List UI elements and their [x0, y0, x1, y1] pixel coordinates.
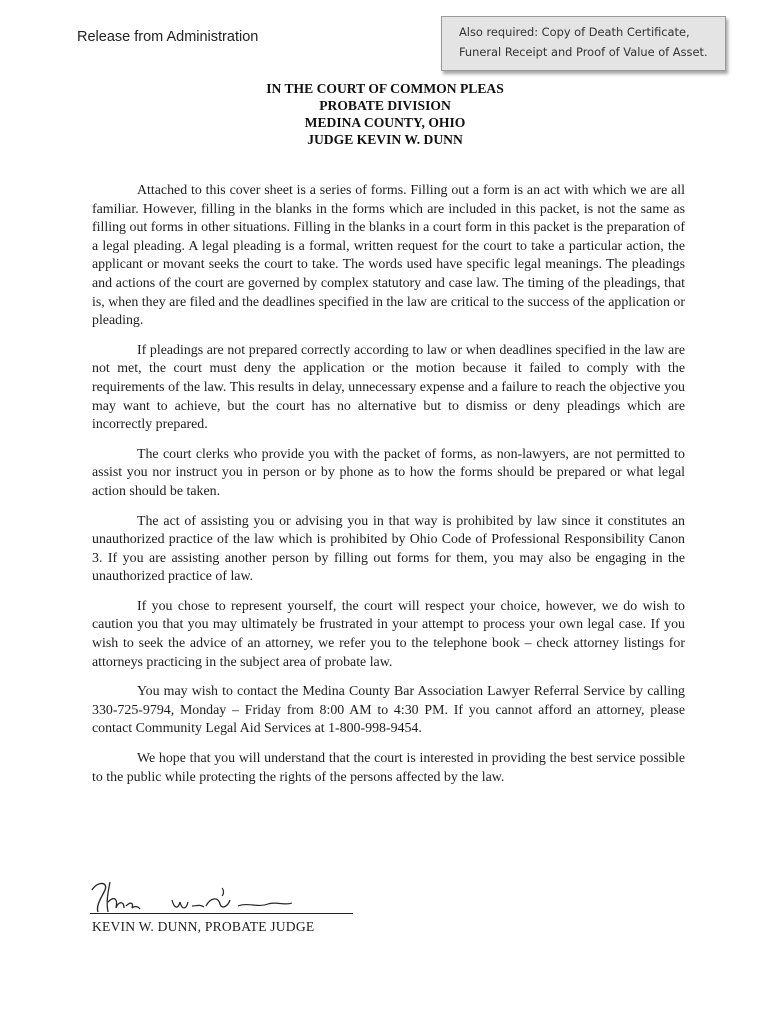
paragraph-unauthorized-practice: The act of assisting you or advising you in that way is prohibited by law since it constitutes an unauthorized practice of the law which is prohibited by Ohio Code of Professional Responsibility Canon 3. If you are assisting another person by filling out forms for them, you may also be engaging in the unauthorized practice of law. [92, 513, 685, 585]
document-label: Release from Administration [77, 29, 259, 45]
notice-box [441, 16, 726, 71]
court-heading [0, 80, 770, 148]
paragraph-court-clerks: The court clerks who provide you with the packet of forms, as non-lawyers, are not permitted to assist you nor instruct you in person or by phone as to how the forms should be prepared or what legal action should be taken. [92, 446, 685, 499]
paragraph-self-representation: If you chose to represent yourself, the court will respect your choice, however, we do wish to caution you that you may ultimately be frustrated in your attempt to process your own legal case. If you wish to seek the advice of an attorney, we refer you to the telephone book – check attorney listings for attorneys practicing in the subject area of probate law. [92, 598, 685, 670]
judge-name: KEVIN W. DUNN, PROBATE JUDGE [92, 919, 315, 934]
handwritten-signature [88, 876, 298, 916]
court-heading-line-4: JUDGE KEVIN W. DUNN [307, 132, 463, 147]
paragraph-closing: We hope that you will understand that the court is interested in providing the best service possible to the public while protecting the rights of the persons affected by the law. [92, 751, 685, 785]
paragraph-deadlines: If pleadings are not prepared correctly according to law or when deadlines specified in the law are not met, the court must deny the application or the motion because it failed to comply with the requirements of the law. This results in delay, unnecessary expense and a failure to reach the objective you may want to achieve, but the court has no alternative but to dismiss or deny pleadings which are incorrectly prepared. [92, 342, 685, 433]
paragraph-forms-intro: Attached to this cover sheet is a series of forms. Filling out a form is an act with which we are all familiar. However, filling in the blanks in the forms which are included in this packet, is not the same as filling out forms in other situations. Filling in the blanks in a court form in this packet is the preparation of a legal pleading. A legal pleading is a formal, written request for the court to take a particular action, the applicant or movant seeks the court to take. The words used have specific legal meanings. The pleadings and actions of the court are governed by complex statutory and case law. The timing of the pleadings, that is, when they are filed and the deadlines specified in the law are critical to the success of the application or pleading. [92, 183, 685, 329]
court-heading-line-1: IN THE COURT OF COMMON PLEAS [266, 81, 504, 96]
body-text [92, 182, 685, 798]
signature-line [90, 913, 353, 914]
notice-line-2: Funeral Receipt and Proof of Value of Asset. [459, 45, 708, 59]
signature-block [88, 876, 358, 936]
court-heading-line-2: PROBATE DIVISION [319, 98, 451, 113]
court-heading-line-3: MEDINA COUNTY, OHIO [304, 115, 466, 130]
paragraph-lawyer-referral: You may wish to contact the Medina County Bar Association Lawyer Referral Service by calling 330-725-9794, Monday – Friday from 8:00 AM to 4:30 PM. If you cannot afford an attorney, please contact Community Legal Aid Services at 1-800-998-9454. [92, 684, 685, 737]
notice-line-1: Also required: Copy of Death Certificate, [459, 25, 690, 39]
